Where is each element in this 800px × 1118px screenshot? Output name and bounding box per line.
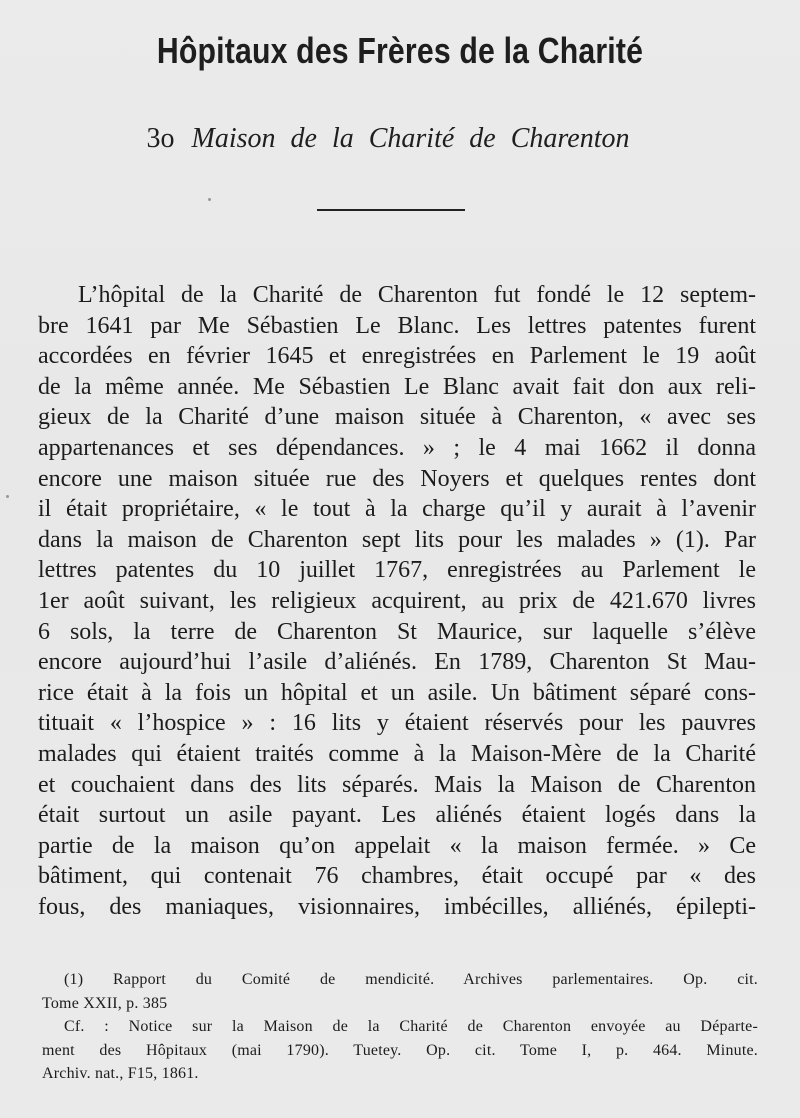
body-line: fous, des maniaques, visionnaires, imbécilles, alliénés, épilepti- xyxy=(38,893,756,920)
body-line: L’hôpital de la Charité de Charenton fut fondé le 12 septem- xyxy=(78,282,756,308)
body-line: dans la maison de Charenton sept lits pour les malades » (1). Par xyxy=(38,526,756,553)
subtitle-word: de xyxy=(469,123,496,154)
paper-speck xyxy=(6,495,9,498)
subtitle-word: Charenton xyxy=(510,123,630,154)
page-title: Hôpitaux des Frères de la Charité xyxy=(156,30,644,71)
body-line: tituait « l’hospice » : 16 lits y étaient réservés pour les pauvres xyxy=(38,710,756,737)
body-line: partie de la maison qu’on appelait « la maison fermée. » Ce xyxy=(38,832,756,859)
body-paragraph xyxy=(38,280,756,922)
body-line: appartenances et ses dépendances. » ; le 4 mai 1662 il donna xyxy=(38,434,756,461)
subtitle-word: Charité xyxy=(368,123,455,154)
body-line: il était propriétaire, « le tout à la charge qu’il y aurait à l’avenir xyxy=(38,496,756,523)
section-number: 3o xyxy=(146,123,175,154)
body-line: et couchaient dans des lits séparés. Mais la Maison de Charenton xyxy=(38,771,756,798)
body-line: bâtiment, qui contenait 76 chambres, était occupé par « des xyxy=(38,863,756,890)
section-subtitle xyxy=(0,123,780,155)
body-line: de la même année. Me Sébastien Le Blanc avait fait don aux reli- xyxy=(38,373,756,400)
body-line: 1er août suivant, les religieux acquirent, au prix de 421.670 livres xyxy=(38,587,756,614)
body-line: bre 1641 par Me Sébastien Le Blanc. Les lettres patentes furent xyxy=(38,312,756,339)
body-line: gieux de la Charité d’une maison située à Charenton, « avec ses xyxy=(38,404,756,431)
body-line: accordées en février 1645 et enregistrées en Parlement le 19 août xyxy=(38,343,756,370)
body-line: malades qui étaient traités comme à la Maison-Mère de la Charité xyxy=(38,740,756,767)
footnote-line: (1) Rapport du Comité de mendicité. Archives parlementaires. Op. cit. xyxy=(64,971,758,988)
subtitle-word: Maison xyxy=(191,123,276,154)
footnote-line: Archiv. nat., F15, 1861. xyxy=(42,1065,199,1082)
subtitle-word: de xyxy=(290,123,317,154)
body-line: rice était à la fois un hôpital et un asile. Un bâtiment séparé cons- xyxy=(38,679,756,706)
body-line: lettres patentes du 10 juillet 1767, enregistrées au Parlement le xyxy=(38,557,756,584)
subtitle-word: la xyxy=(331,123,354,154)
body-line: 6 sols, la terre de Charenton St Maurice, sur laquelle s’élève xyxy=(38,618,756,645)
paper-speck xyxy=(208,198,211,201)
footnote-line: Tome XXII, p. 385 xyxy=(42,994,168,1012)
footnote-line: Cf. : Notice sur la Maison de la Charité de Charenton envoyée au Départe- xyxy=(64,1018,758,1035)
body-line: encore une maison située rue des Noyers et quelques rentes dont xyxy=(38,465,756,492)
section-divider xyxy=(317,209,465,211)
body-line: était surtout un asile payant. Les aliénés étaient logés dans la xyxy=(38,802,756,829)
body-line: encore aujourd’hui l’asile d’aliénés. En 1789, Charenton St Mau- xyxy=(38,649,756,676)
footnotes xyxy=(42,968,758,1086)
footnote-line: ment des Hôpitaux (mai 1790). Tuetey. Op. cit. Tome I, p. 464. Minute. xyxy=(42,1041,758,1059)
